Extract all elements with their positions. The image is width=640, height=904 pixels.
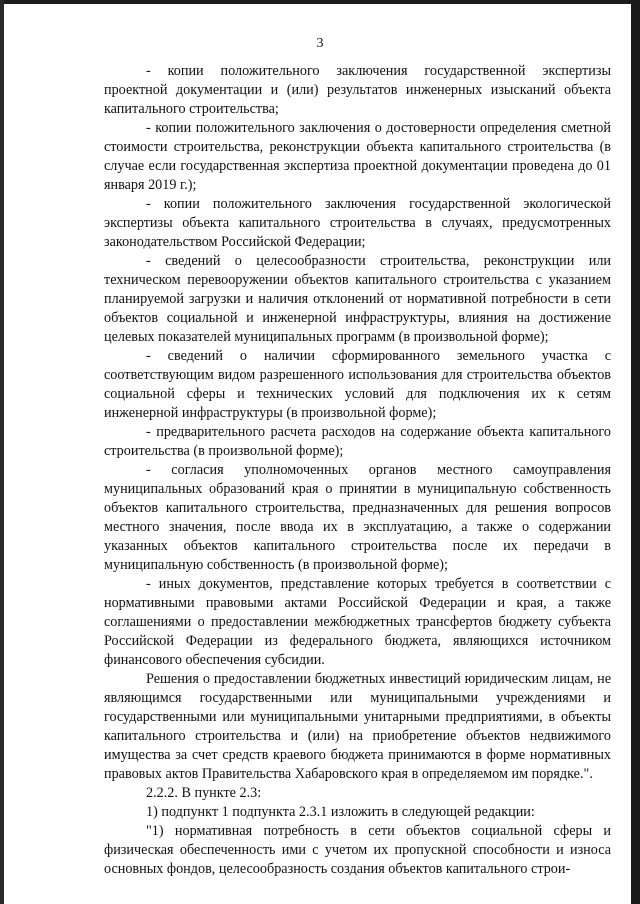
paragraph: - сведений о наличии сформированного земельного участка с соответствующим видом разрешенного использования для строительства объектов социальной сферы и технических условий для подключения их к сетям инженерной инфраструктуры (в произвольной форме); (104, 348, 611, 421)
page-number: 3 (316, 36, 324, 51)
scan-edge-left (0, 0, 4, 904)
scan-edge-right (631, 0, 640, 904)
document-body (104, 62, 611, 879)
paragraph: - копии положительного заключения государственной экологической экспертизы объекта капитального строительства в случаях, предусмотренных законодательством Российской Федерации; (104, 196, 611, 250)
paragraph: - иных документов, представление которых требуется в соответствии с нормативными правовыми актами Российской Федерации и края, а также соглашениями о предоставлении межбюджетных трансфертов бюджету субъекта Российской Федерации из федерального бюджета, являющихся источником финансового обеспечения субсидии. (104, 576, 611, 668)
paragraph: - предварительного расчета расходов на содержание объекта капитального строительства (в произвольной форме); (104, 424, 611, 459)
paragraph: Решения о предоставлении бюджетных инвестиций юридическим лицам, не являющимся государственными или муниципальными учреждениями и государственными или муниципальными унитарными предприятиями, в объекты капитального строительства и (или) на приобретение объектов недвижимого имущества за счет средств краевого бюджета принимаются в форме нормативных правовых актов Правительства Хабаровского края в определяемом им порядке.". (104, 671, 611, 782)
paragraph: 1) подпункт 1 подпункта 2.3.1 изложить в следующей редакции: (146, 804, 535, 820)
paragraph: "1) нормативная потребность в сети объектов социальной сферы и физическая обеспеченность ими с учетом их пропускной способности и износа основных фондов, целесообразность создания объектов капитального строи- (104, 823, 611, 877)
paragraph: 2.2.2. В пункте 2.3: (146, 785, 262, 801)
paragraph: - копии положительного заключения о достоверности определения сметной стоимости строительства, реконструкции объекта капитального строительства (в случае если государственная экспертиза проектной документации проведена до 01 января 2019 г.); (104, 120, 611, 193)
paragraph: - согласия уполномоченных органов местного самоуправления муниципальных образований края о принятии в муниципальную собственность объектов капитального строительства, предназначенных для решения вопросов местного значения, после ввода их в эксплуатацию, а также о содержании указанных объектов капитального строительства после их передачи в муниципальную собственность (в произвольной форме); (104, 462, 611, 573)
paragraph: - копии положительного заключения государственной экспертизы проектной документации и (или) результатов инженерных изысканий объекта капитального строительства; (104, 63, 611, 117)
scan-edge-top (0, 0, 640, 4)
paragraph: - сведений о целесообразности строительства, реконструкции или техническом перевооружении объектов капитального строительства с указанием планируемой загрузки и наличия отклонений от нормативной потребности в сети объектов социальной и инженерной инфраструктуры, влияния на достижение целевых показателей муниципальных программ (в произвольной форме); (104, 253, 611, 345)
